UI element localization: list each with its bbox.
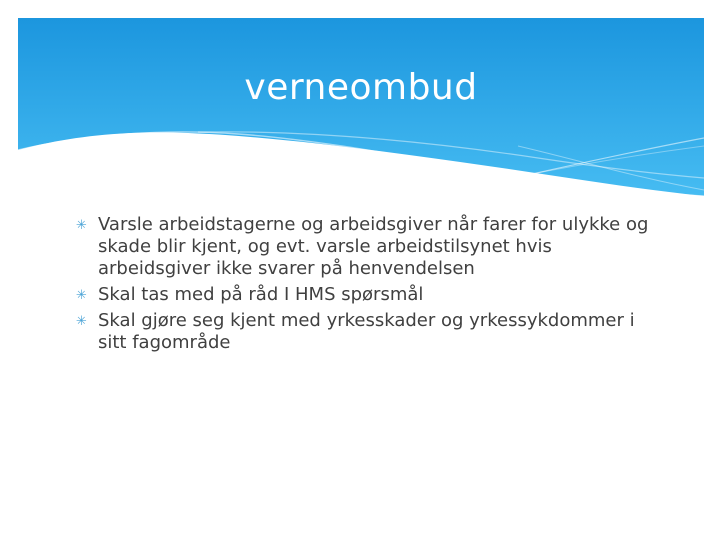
bullet-content bbox=[76, 214, 656, 358]
slide-title: verneombud bbox=[244, 67, 478, 108]
asterisk-icon: ✳ bbox=[76, 218, 87, 233]
bullet-item bbox=[76, 214, 656, 280]
bullet-text: Varsle arbeidstagerne og arbeidsgiver når farer for ulykke og skade blir kjent, og evt. varsle arbeidstilsynet hvis arbeidsgiver ikke svarer på henvendelsen bbox=[98, 214, 649, 279]
asterisk-icon: ✳ bbox=[76, 314, 87, 329]
title-banner bbox=[18, 18, 704, 198]
bullet-text: Skal gjøre seg kjent med yrkesskader og yrkessykdommer i sitt fagområde bbox=[98, 310, 635, 353]
bullet-list bbox=[76, 214, 656, 354]
bullet-item bbox=[76, 284, 656, 306]
bullet-item bbox=[76, 310, 656, 354]
asterisk-icon: ✳ bbox=[76, 288, 87, 303]
bullet-text: Skal tas med på råd I HMS spørsmål bbox=[98, 284, 424, 305]
